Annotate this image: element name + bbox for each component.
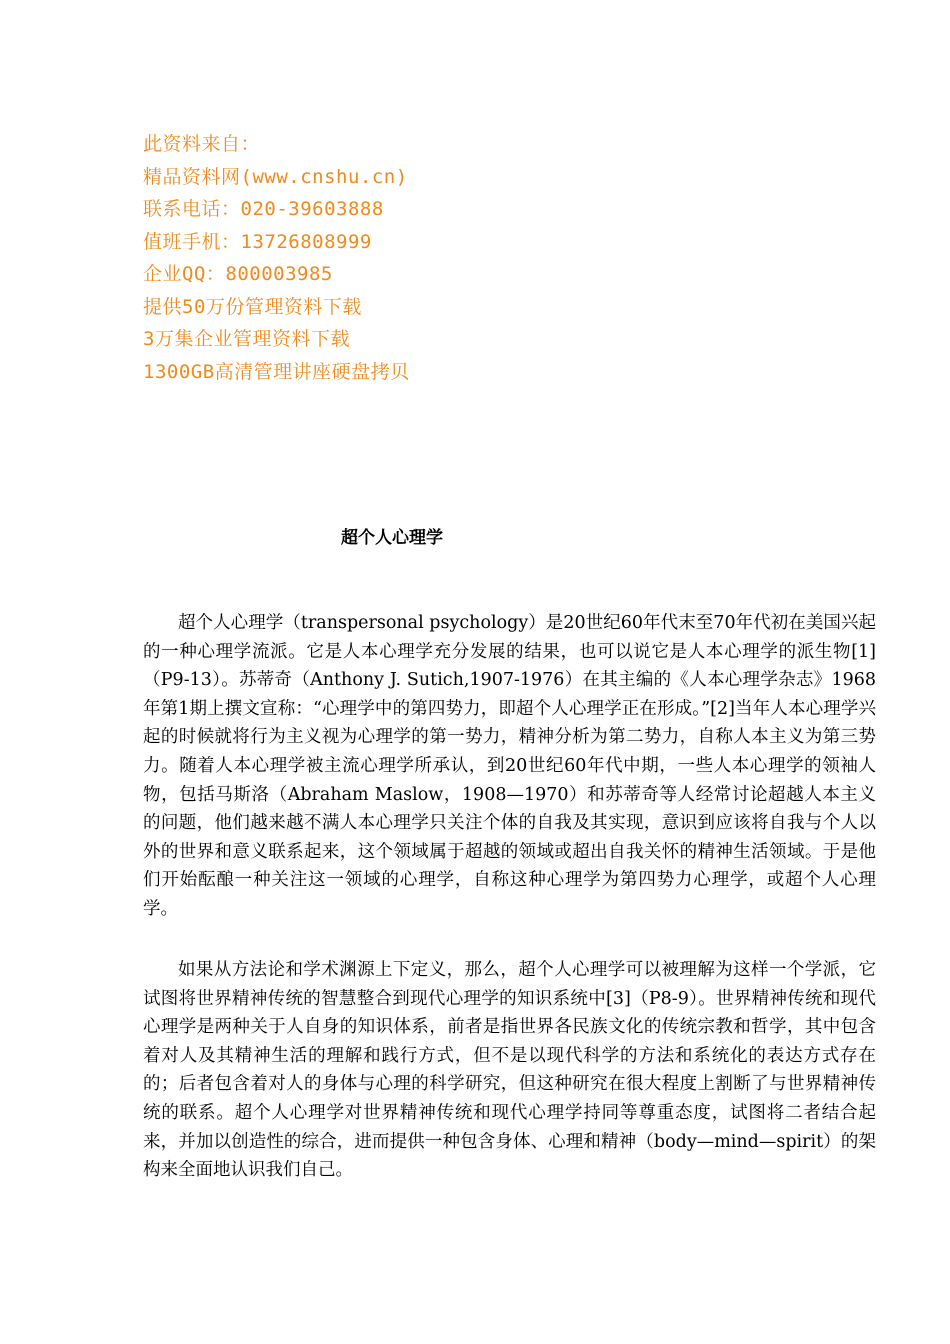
body-paragraph-1-container — [143, 609, 876, 924]
ad-line-phone: 联系电话：020-39603888 — [143, 198, 384, 220]
ad-line-offer-3: 1300GB高清管理讲座硬盘拷贝 — [143, 360, 410, 383]
ad-line-source: 此资料来自： — [143, 133, 261, 155]
body-paragraph-2-container — [143, 956, 876, 1185]
ad-line-qq: 企业QQ：800003985 — [143, 263, 333, 285]
body-paragraph: 如果从方法论和学术渊源上下定义，那么，超个人心理学可以被理解为这样一个学派，它试图将世界精神传统的智慧整合到现代心理学的知识系统中[3]（P8-9）。世界精神传统和现代心理学是两种关于人自身的知识体系，前者是指世界各民族文化的传统宗教和哲学，其中包含着对人及其精神生活的理解和践行方式，但不是以现代科学的方法和系统化的表达方式存在的；后者包含着对人的身体与心理的科学研究，但这种研究在很大程度上割断了与世界精神传统的联系。超个人心理学对世界精神传统和现代心理学持同等尊重态度，试图将二者结合起来，并加以创造性的综合，进而提供一种包含身体、心理和精神（body—mind—spirit）的架构来全面地认识我们自己。 — [143, 960, 876, 1181]
ad-line-offer-1: 提供50万份管理资料下载 — [143, 295, 362, 318]
source-ad-block — [143, 128, 643, 388]
ad-line-mobile: 值班手机：13726808999 — [143, 230, 372, 253]
ad-line-website: 精品资料网(www.cnshu.cn) — [143, 165, 408, 188]
body-paragraph: 超个人心理学（transpersonal psychology）是20世纪60年代末至70年代初在美国兴起的一种心理学流派。它是人本心理学充分发展的结果，也可以说它是人本心理学的派生物[1]（P9-13）。苏蒂奇（Anthony J. Sutich,1907-1976）在其主编的《人本心理学杂志》1968年第1期上撰文宣称：“心理学中的第四势力，即超个人心理学正在形成。”[2]当年人本心理学兴起的时候就将行为主义视为心理学的第一势力，精神分析为第二势力，自称人本主义为第三势力。随着人本心理学被主流心理学所承认，到20世纪60年代中期，一些人本心理学的领袖人物，包括马斯洛（Abraham Maslow，1908—1970）和苏蒂奇等人经常讨论超越人本主义的问题，他们越来越不满人本心理学只关注个体的自我及其实现，意识到应该将自我与个人以外的世界和意义联系起来，这个领域属于超越的领域或超出自我关怀的精神生活领域。于是他们开始酝酿一种关注这一领域的心理学，自称这种心理学为第四势力心理学，或超个人心理学。 — [143, 613, 876, 919]
document-title: 超个人心理学 — [341, 528, 443, 548]
ad-line-offer-2: 3万集企业管理资料下载 — [143, 328, 350, 350]
